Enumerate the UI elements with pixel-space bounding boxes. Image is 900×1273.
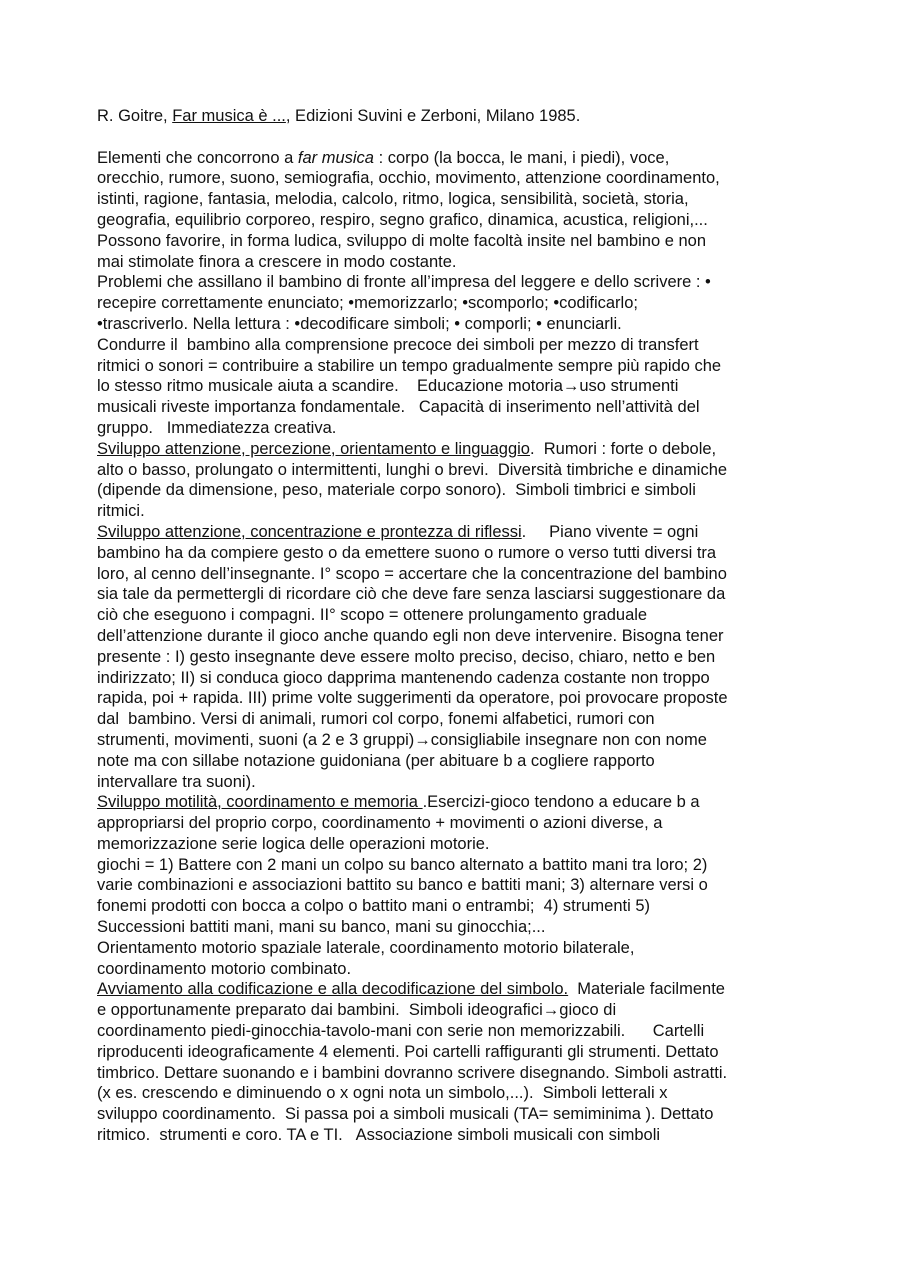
text-line: Successioni battiti mani, mani su banco, mani su ginocchia;...	[97, 918, 546, 937]
section-heading: Sviluppo attenzione, percezione, orientamento e linguaggio	[97, 439, 530, 458]
text-line: indirizzato; II) si conduca gioco dapprima mantenendo cadenza costante non troppo	[97, 668, 710, 687]
text-line: ritmici o sonori = contribuire a stabilire un tempo gradualmente sempre più rapido che	[97, 356, 722, 375]
citation-publisher: , Edizioni Suvini e Zerboni, Milano 1985.	[285, 107, 581, 125]
text-line: Elementi che concorrono a far musica : corpo (la bocca, le mani, i piedi), voce,	[97, 148, 670, 167]
section-motility-coordination	[97, 792, 797, 979]
text-line: istinti, ragione, fantasia, melodia, calcolo, ritmo, logica, sensibilità, società, storia,	[97, 190, 689, 209]
text-line: coordinamento motorio combinato.	[97, 959, 352, 978]
text-line: mai stimolate finora a crescere in modo costante.	[97, 252, 457, 271]
text-line: intervallare tra suoni).	[97, 772, 256, 791]
elements-paragraph	[97, 148, 797, 273]
text-line: recepire correttamente enunciato; •memorizzarlo; •scomporlo; •codificarlo;	[97, 294, 638, 313]
text-line: Sviluppo attenzione, concentrazione e prontezza di riflessi. Piano vivente = ogni	[97, 522, 699, 541]
text-line: lo stesso ritmo musicale aiuta a scandire. Educazione motoria→uso strumenti	[97, 377, 679, 396]
text-line: fonemi prodotti con bocca a colpo o battito mani o entrambi; 4) strumenti 5)	[97, 897, 651, 916]
text-line: dell’attenzione durante il gioco anche quando egli non deve intervenire. Bisogna tener	[97, 626, 724, 645]
section-heading: Sviluppo motilità, coordinamento e memoria	[97, 793, 423, 812]
text-line: alto o basso, prolungato o intermittenti, lunghi o brevi. Diversità timbriche e dinamiche	[97, 460, 728, 479]
text-line: presente : I) gesto insegnante deve essere molto preciso, deciso, chiaro, netto e ben	[97, 647, 716, 666]
text-line: timbrico. Dettare suonando e i bambini dovranno scrivere disegnando. Simboli astratti.	[97, 1063, 728, 1082]
text-line: Avviamento alla codificazione e alla decodificazione del simbolo. Materiale facilmente	[97, 980, 725, 999]
text-line: giochi = 1) Battere con 2 mani un colpo su banco alternato a battito mani tra loro; 2)	[97, 855, 708, 874]
text-line: sia tale da permettergli di ricordare ciò che deve fare senza lasciarsi suggestionare da	[97, 585, 726, 604]
text-line: Sviluppo motilità, coordinamento e memoria .Esercizi-gioco tendono a educare b a	[97, 793, 700, 812]
text-line: bambino ha da compiere gesto o da emettere suono o rumore o verso tutti diversi tra	[97, 543, 717, 562]
text-line: ciò che eseguono i compagni. II° scopo = ottenere prolungamento graduale	[97, 606, 648, 625]
document-page	[97, 106, 797, 1146]
citation-title: Far musica è ...	[172, 107, 286, 125]
text-line: •trascriverlo. Nella lettura : •decodificare simboli; • comporli; • enunciarli.	[97, 314, 622, 333]
text-line: geografia, equilibrio corporeo, respiro, segno grafico, dinamica, acustica, religioni,...	[97, 210, 708, 229]
text-line: Orientamento motorio spaziale laterale, coordinamento motorio bilaterale,	[97, 938, 635, 957]
text-line: e opportunamente preparato dai bambini. Simboli ideografici→gioco di	[97, 1001, 617, 1020]
text-line: memorizzazione serie logica delle operazioni motorie.	[97, 834, 490, 853]
section-attention-perception	[97, 439, 797, 522]
text-line: appropriarsi del proprio corpo, coordinamento + movimenti o azioni diverse, a	[97, 814, 663, 833]
guide-paragraph	[97, 335, 797, 439]
text-line: strumenti, movimenti, suoni (a 2 e 3 gruppi)→consigliabile insegnare non con nome	[97, 730, 707, 749]
text-line: (dipende da dimensione, peso, materiale corpo sonoro). Simboli timbrici e simboli	[97, 481, 696, 500]
text-line: (x es. crescendo e diminuendo o x ogni nota un simbolo,...). Simboli letterali x	[97, 1084, 668, 1103]
text-line: ritmici.	[97, 502, 145, 521]
citation-line	[97, 106, 797, 127]
section-attention-concentration	[97, 522, 797, 792]
text-line: musicali riveste importanza fondamentale. Capacità di inserimento nell’attività del	[97, 398, 700, 417]
citation-author: R. Goitre,	[97, 107, 173, 125]
text-line: gruppo. Immediatezza creativa.	[97, 418, 337, 437]
text-line: coordinamento piedi-ginocchia-tavolo-mani con serie non memorizzabili. Cartelli	[97, 1022, 705, 1041]
section-heading: Avviamento alla codificazione e alla decodificazione del simbolo.	[97, 980, 569, 999]
text-line: Problemi che assillano il bambino di fronte all’impresa del leggere e dello scrivere : •	[97, 273, 711, 292]
section-heading: Sviluppo attenzione, concentrazione e prontezza di riflessi	[97, 522, 522, 541]
text-line: rapida, poi + rapida. III) prime volte suggerimenti da operatore, poi provocare proposte	[97, 689, 728, 708]
text-line: riproducenti ideograficamente 4 elementi. Poi cartelli raffiguranti gli strumenti. Dettato	[97, 1042, 719, 1061]
emphasis-far-musica: far musica	[297, 148, 374, 167]
text-line: Condurre il bambino alla comprensione precoce dei simboli per mezzo di transfert	[97, 335, 699, 354]
text-line: loro, al cenno dell’insegnante. I° scopo = accertare che la concentrazione del bambino	[97, 564, 727, 583]
text-line: Possono favorire, in forma ludica, sviluppo di molte facoltà insite nel bambino e non	[97, 231, 707, 250]
text-line: dal bambino. Versi di animali, rumori col corpo, fonemi alfabetici, rumori con	[97, 710, 655, 729]
text-line: note ma con sillabe notazione guidoniana (per abituare b a cogliere rapporto	[97, 751, 655, 770]
text-line: sviluppo coordinamento. Si passa poi a simboli musicali (TA= semiminima ). Dettato	[97, 1105, 714, 1124]
text-line: Sviluppo attenzione, percezione, orientamento e linguaggio. Rumori : forte o debole,	[97, 439, 717, 458]
paragraph-gap	[97, 127, 797, 148]
text-line: ritmico. strumenti e coro. TA e TI. Associazione simboli musicali con simboli	[97, 1126, 661, 1145]
section-symbol-coding	[97, 979, 797, 1145]
text-line: orecchio, rumore, suono, semiografia, occhio, movimento, attenzione coordinamento,	[97, 169, 720, 188]
text-line: varie combinazioni e associazioni battito su banco e battiti mani; 3) alternare versi o	[97, 876, 708, 895]
problems-paragraph	[97, 272, 797, 334]
